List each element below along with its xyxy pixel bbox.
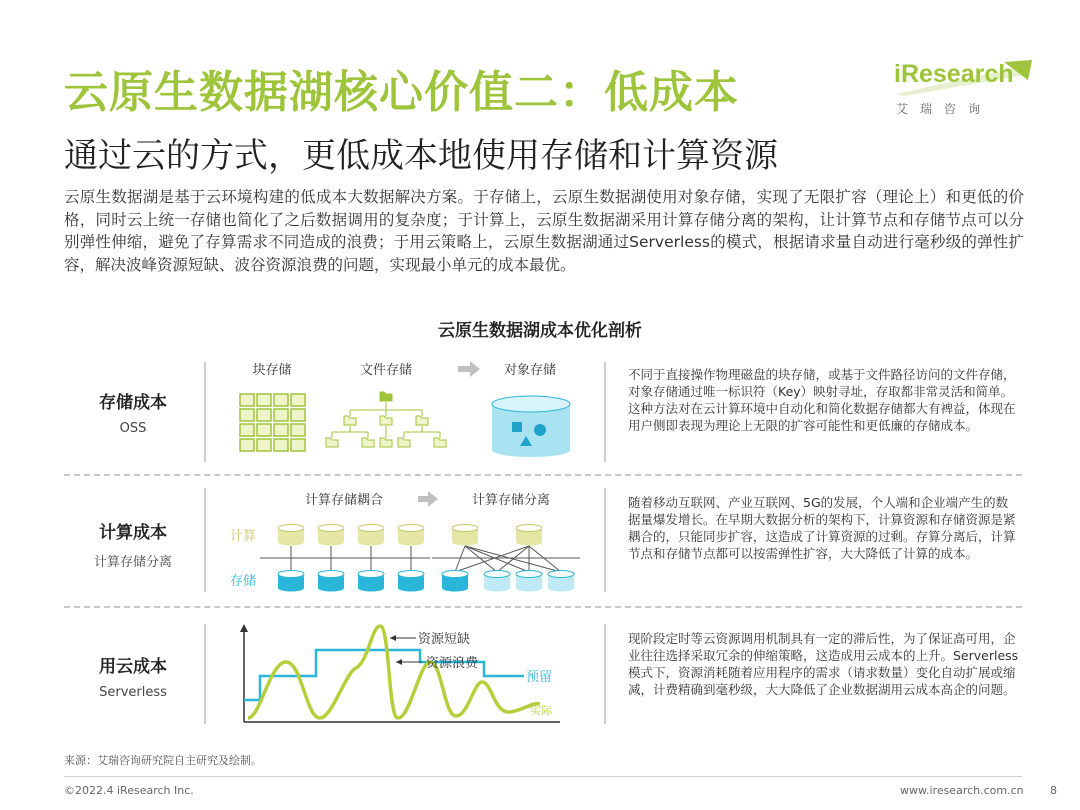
divider xyxy=(604,362,606,462)
row-separator xyxy=(64,474,1022,476)
arrow-left-icon xyxy=(396,659,402,665)
logo-subtext: 艾瑞咨询 xyxy=(896,102,993,116)
arrow-left-icon xyxy=(390,635,396,641)
row-separator xyxy=(64,606,1022,608)
compute-node-label: 计算 xyxy=(230,529,257,544)
divider xyxy=(204,488,206,592)
row-compute-label xyxy=(70,518,196,570)
row-storage-subtitle: OSS xyxy=(119,421,147,436)
divider xyxy=(204,624,206,724)
actual-label: 实际 xyxy=(530,704,552,717)
section-title: 云原生数据湖成本优化剖析 xyxy=(438,321,642,341)
divider xyxy=(204,362,206,462)
row-compute-subtitle: 计算存储分离 xyxy=(93,555,172,570)
page-subtitle: 通过云的方式，更低成本地使用存储和计算资源 xyxy=(64,136,778,176)
row-cloud-description: 现阶段定时等云资源调用机制具有一定的滞后性，为了保证高可用，企业往往选择采取冗余的伸缩策略，这造成用云成本的上升。Serverless模式下，资源消耗随着应用程序的需求（请求数量）变化自动扩展或缩减，计费精确到毫秒级，大大降低了企业数据湖用云成本高企的问题。 xyxy=(628,631,1019,697)
coupled-architecture-icon xyxy=(260,525,430,592)
shortage-label: 资源短缺 xyxy=(418,632,471,647)
coupled-label: 计算存储耦合 xyxy=(304,493,384,508)
arrow-right-icon xyxy=(458,361,480,377)
file-storage-label: 文件存储 xyxy=(359,363,413,378)
reserved-label: 预留 xyxy=(526,670,553,685)
row-cloud-subtitle: Serverless xyxy=(99,685,167,700)
website-link[interactable]: www.iresearch.com.cn xyxy=(900,784,1024,797)
storage-diagram xyxy=(220,352,600,464)
footer-divider xyxy=(64,776,1022,777)
page-title: 云原生数据湖核心价值二：低成本 xyxy=(64,67,739,118)
serverless-diagram xyxy=(220,618,600,730)
row-compute-description: 随着移动互联网、产业互联网、5G的发展，个人端和企业端产生的数据量爆发增长。在早期大数据分析的架构下，计算资源和存储资源是紧耦合的，只能同步扩容，这造成了计算资源的过剩。存算分离后，计算节点和存储节点都可以按需弹性扩容，大大降低了计算的成本。 xyxy=(628,495,1016,561)
storage-node-label: 存储 xyxy=(230,574,257,589)
row-cloud-label xyxy=(70,652,196,700)
row-cloud-title: 用云成本 xyxy=(99,657,167,677)
block-storage-icon xyxy=(240,394,305,451)
intro-paragraph: 云原生数据湖是基于云环境构建的低成本大数据解决方案。于存储上，云原生数据湖使用对象存储，实现了无限扩容（理论上）和更低的价格，同时云上统一存储也简化了之后数据调用的复杂度；于计算上，云原生数据湖采用计算存储分离的架构，让计算节点和存储节点可以分别弹性伸缩，避免了存算需求不同造成的浪费；于用云策略上，云原生数据湖通过Serverless的模式，根据请求量自动进行毫秒级的弹性扩容，解决波峰资源短缺、波谷资源浪费的问题，实现最小单元的成本最优。 xyxy=(64,188,1024,274)
separated-architecture-icon xyxy=(432,525,580,592)
iresearch-logo xyxy=(894,60,1034,124)
object-storage-label: 对象存储 xyxy=(503,363,557,378)
divider xyxy=(604,488,606,592)
compute-diagram xyxy=(220,484,600,596)
divider xyxy=(604,624,606,724)
file-storage-icon xyxy=(326,392,446,447)
block-storage-label: 块存储 xyxy=(252,363,292,378)
separated-label: 计算存储分离 xyxy=(471,493,551,508)
axes-icon xyxy=(240,624,560,722)
object-storage-icon xyxy=(492,396,570,457)
row-storage-title: 存储成本 xyxy=(99,393,167,413)
arrow-right-icon xyxy=(418,491,438,507)
row-storage-description: 不同于直接操作物理磁盘的块存储，或基于文件路径访问的文件存储，对象存储通过唯一标识符（Key）映射寻址，存取都非常灵活和简单。这种方法对在云计算环境中自动化和简化数据存储都大有裨益，体现在用户侧即表现为理论上无限的扩容可能性和更低廉的存储成本。 xyxy=(628,367,1016,433)
waste-label: 资源浪费 xyxy=(426,656,479,671)
logo-text: iResearch xyxy=(894,60,1014,88)
row-storage-label xyxy=(70,388,196,436)
copyright: ©2022.4 iResearch Inc. xyxy=(64,784,194,797)
reserved-capacity-line xyxy=(244,650,524,700)
row-compute-title: 计算成本 xyxy=(99,523,167,543)
source-note: 来源：艾瑞咨询研究院自主研究及绘制。 xyxy=(64,754,262,767)
page-number: 8 xyxy=(1050,784,1057,797)
